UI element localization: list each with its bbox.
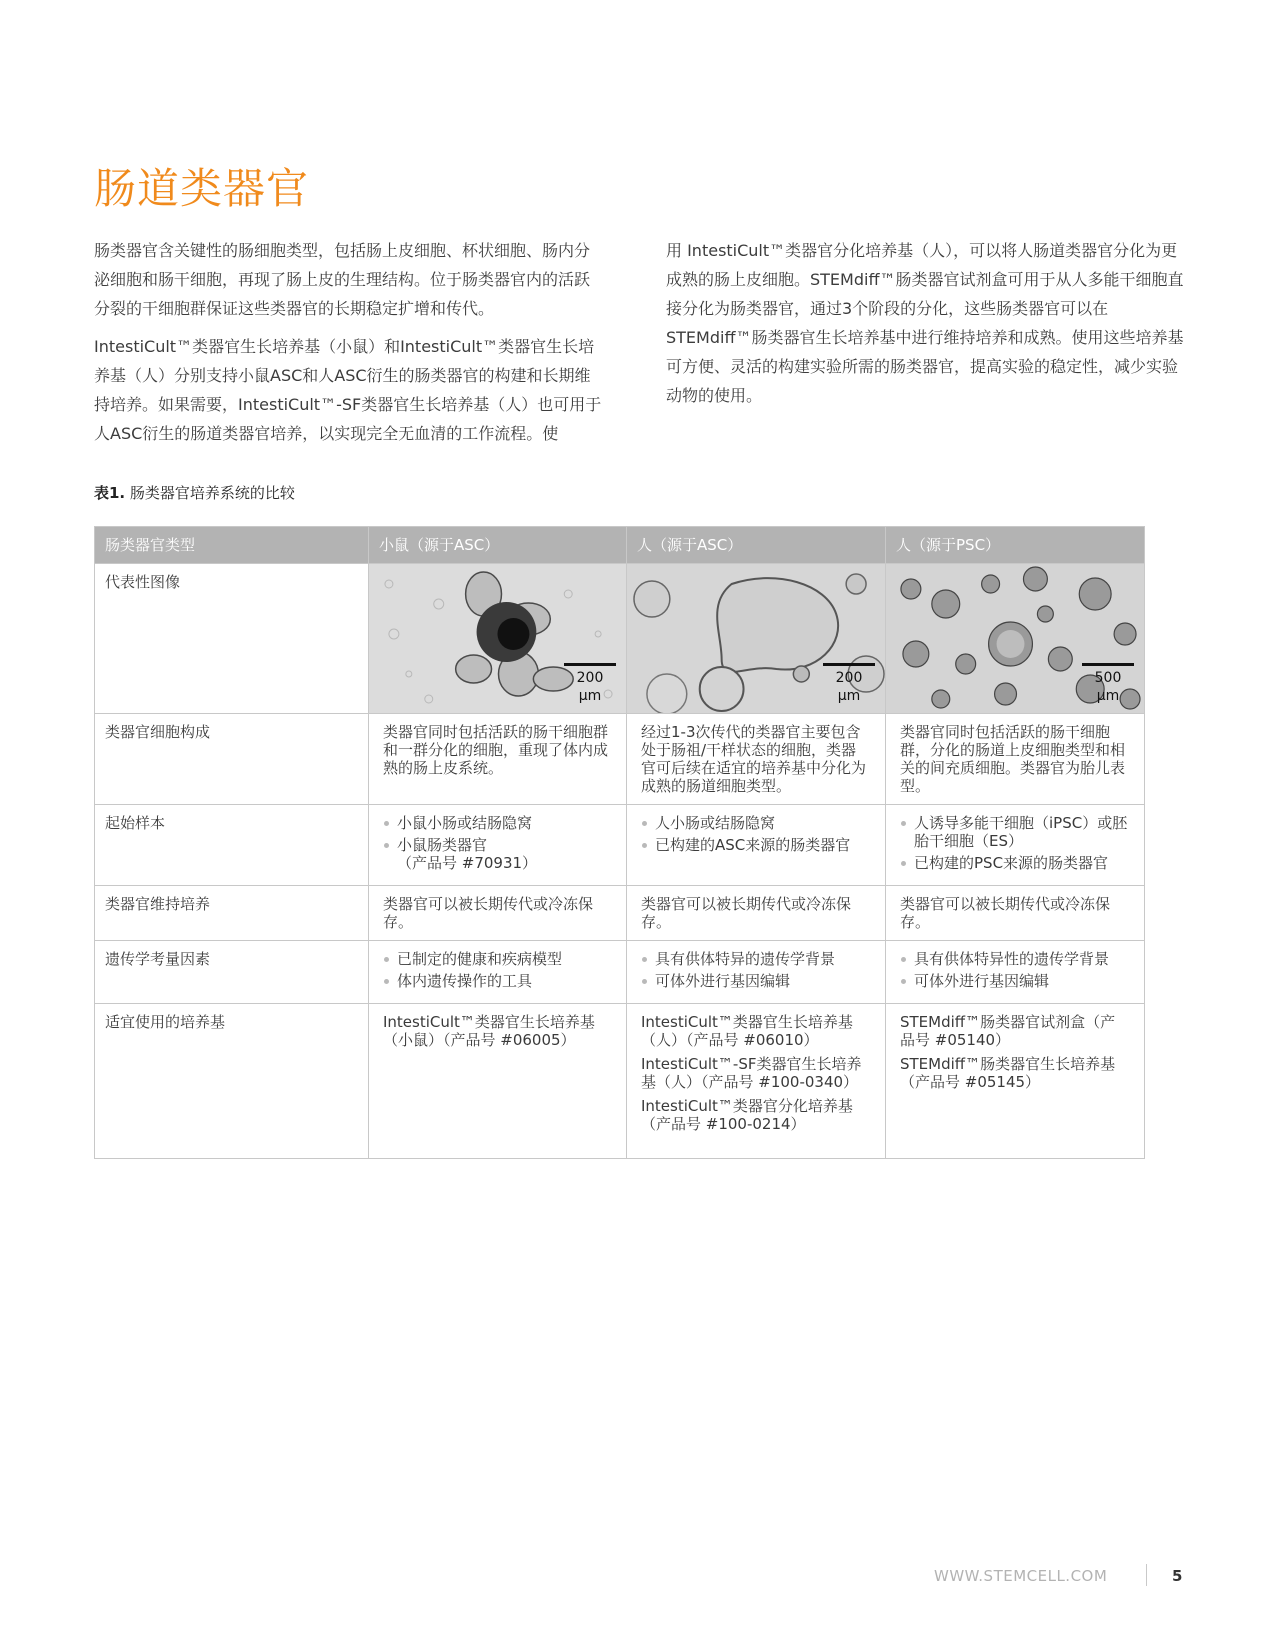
table-header-row — [95, 527, 1145, 564]
footer-divider — [1146, 1564, 1147, 1586]
table-cell — [627, 1004, 886, 1159]
header-type: 肠类器官类型 — [95, 527, 369, 564]
table-caption-text: 肠类器官培养系统的比较 — [125, 484, 295, 502]
table-row — [95, 714, 1145, 805]
header-human-asc: 人（源于ASC） — [627, 527, 886, 564]
row-label-maintenance: 类器官维持培养 — [95, 886, 369, 941]
list-item: 体内遗传操作的工具 — [383, 972, 612, 990]
intro-right-column — [666, 236, 1186, 419]
footer-website-link[interactable]: WWW.STEMCELL.COM — [934, 1567, 1108, 1585]
list-item: 已制定的健康和疾病模型 — [383, 950, 612, 968]
media-item: STEMdiff™肠类器官生长培养基（产品号 #05145） — [900, 1055, 1116, 1091]
media-item: STEMdiff™肠类器官试剂盒（产品号 #05140） — [900, 1013, 1116, 1049]
bullet-list — [383, 950, 612, 990]
row-label-image: 代表性图像 — [95, 564, 369, 714]
bullet-list — [383, 814, 612, 872]
list-item: 可体外进行基因编辑 — [900, 972, 1130, 990]
list-item: 小鼠肠类器官 （产品号 #70931） — [383, 836, 612, 872]
bullet-list — [900, 950, 1130, 990]
row-label-media: 适宜使用的培养基 — [95, 1004, 369, 1159]
scale-bar-mouse: 200 µm — [564, 663, 616, 705]
table-cell: 类器官可以被长期传代或冷冻保存。 — [627, 886, 886, 941]
table-cell: 经过1-3次传代的类器官主要包含处于肠祖/干样状态的细胞，类器官可后续在适宜的培养基中分化为成熟的肠道细胞类型。 — [627, 714, 886, 805]
intro-paragraph-3: 用 IntestiCult™类器官分化培养基（人），可以将人肠道类器官分化为更成熟的肠上皮细胞。STEMdiff™肠类器官试剂盒可用于从人多能干细胞直接分化为肠类器官，通过3个阶段的分化，这些肠类器官可以在STEMdiff™肠类器官生长培养基中进行维持培养和成熟。使用这些培养基可方便、灵活的构建实验所需的肠类器官，提高实验的稳定性，减少实验动物的使用。 — [666, 241, 1184, 405]
table-cell — [369, 805, 627, 886]
row-label-composition: 类器官细胞构成 — [95, 714, 369, 805]
image-human-asc — [627, 564, 886, 714]
media-item: IntestiCult™-SF类器官生长培养基（人）（产品号 #100-0340） — [641, 1055, 862, 1091]
table-cell — [627, 805, 886, 886]
list-item: 具有供体特异的遗传学背景 — [641, 950, 871, 968]
table-cell — [369, 941, 627, 1004]
media-item: IntestiCult™类器官分化培养基（产品号 #100-0214） — [641, 1097, 853, 1133]
media-item: IntestiCult™类器官生长培养基（小鼠）（产品号 #06005） — [383, 1013, 595, 1049]
table-caption — [94, 482, 295, 503]
image-human-psc — [886, 564, 1145, 714]
table-row — [95, 1004, 1145, 1159]
table-row — [95, 564, 1145, 714]
table-cell: 类器官可以被长期传代或冷冻保存。 — [886, 886, 1145, 941]
media-item: IntestiCult™类器官生长培养基（人）（产品号 #06010） — [641, 1013, 853, 1049]
list-item: 小鼠小肠或结肠隐窝 — [383, 814, 612, 832]
table-row — [95, 886, 1145, 941]
table-row — [95, 805, 1145, 886]
table-cell — [369, 1004, 627, 1159]
list-item: 人诱导多能干细胞（iPSC）或胚胎干细胞（ES） — [900, 814, 1130, 850]
header-human-psc: 人（源于PSC） — [886, 527, 1145, 564]
list-item: 人小肠或结肠隐窝 — [641, 814, 871, 832]
row-label-source: 起始样本 — [95, 805, 369, 886]
list-item: 已构建的ASC来源的肠类器官 — [641, 836, 871, 854]
bullet-list — [641, 950, 871, 990]
intro-paragraph-1: 肠类器官含关键性的肠细胞类型，包括肠上皮细胞、杯状细胞、肠内分泌细胞和肠干细胞，再现了肠上皮的生理结构。位于肠类器官内的活跃分裂的干细胞群保证这些类器官的长期稳定扩增和传代。 — [94, 241, 591, 318]
scale-bar-human-asc: 200 µm — [823, 663, 875, 705]
table-row — [95, 941, 1145, 1004]
page-title: 肠道类器官 — [94, 164, 310, 213]
comparison-table — [94, 526, 1145, 1159]
intro-paragraph-2: IntestiCult™类器官生长培养基（小鼠）和IntestiCult™类器官生长培养基（人）分别支持小鼠ASC和人ASC衍生的肠类器官的构建和长期维持培养。如果需要，IntestiCult™-SF类器官生长培养基（人）也可用于人ASC衍生的肠道类器官培养，以实现完全无血清的工作流程。使 — [94, 337, 602, 443]
table-caption-label: 表1. — [94, 484, 126, 502]
bullet-list — [900, 814, 1130, 872]
table-cell: 类器官可以被长期传代或冷冻保存。 — [369, 886, 627, 941]
page-number: 5 — [1172, 1567, 1183, 1585]
intro-left-column — [94, 236, 604, 457]
table-cell: 类器官同时包括活跃的肠干细胞群和一群分化的细胞，重现了体内成熟的肠上皮系统。 — [369, 714, 627, 805]
list-item: 已构建的PSC来源的肠类器官 — [900, 854, 1130, 872]
table-cell — [886, 1004, 1145, 1159]
list-item: 可体外进行基因编辑 — [641, 972, 871, 990]
row-label-genetics: 遗传学考量因素 — [95, 941, 369, 1004]
table-cell — [627, 941, 886, 1004]
header-mouse-asc: 小鼠（源于ASC） — [369, 527, 627, 564]
image-mouse-asc — [369, 564, 627, 714]
table-cell — [886, 805, 1145, 886]
bullet-list — [641, 814, 871, 854]
list-item: 具有供体特异性的遗传学背景 — [900, 950, 1130, 968]
table-cell: 类器官同时包括活跃的肠干细胞群，分化的肠道上皮细胞类型和相关的间充质细胞。类器官为胎儿表型。 — [886, 714, 1145, 805]
table-cell — [886, 941, 1145, 1004]
scale-bar-human-psc: 500 µm — [1082, 663, 1134, 705]
